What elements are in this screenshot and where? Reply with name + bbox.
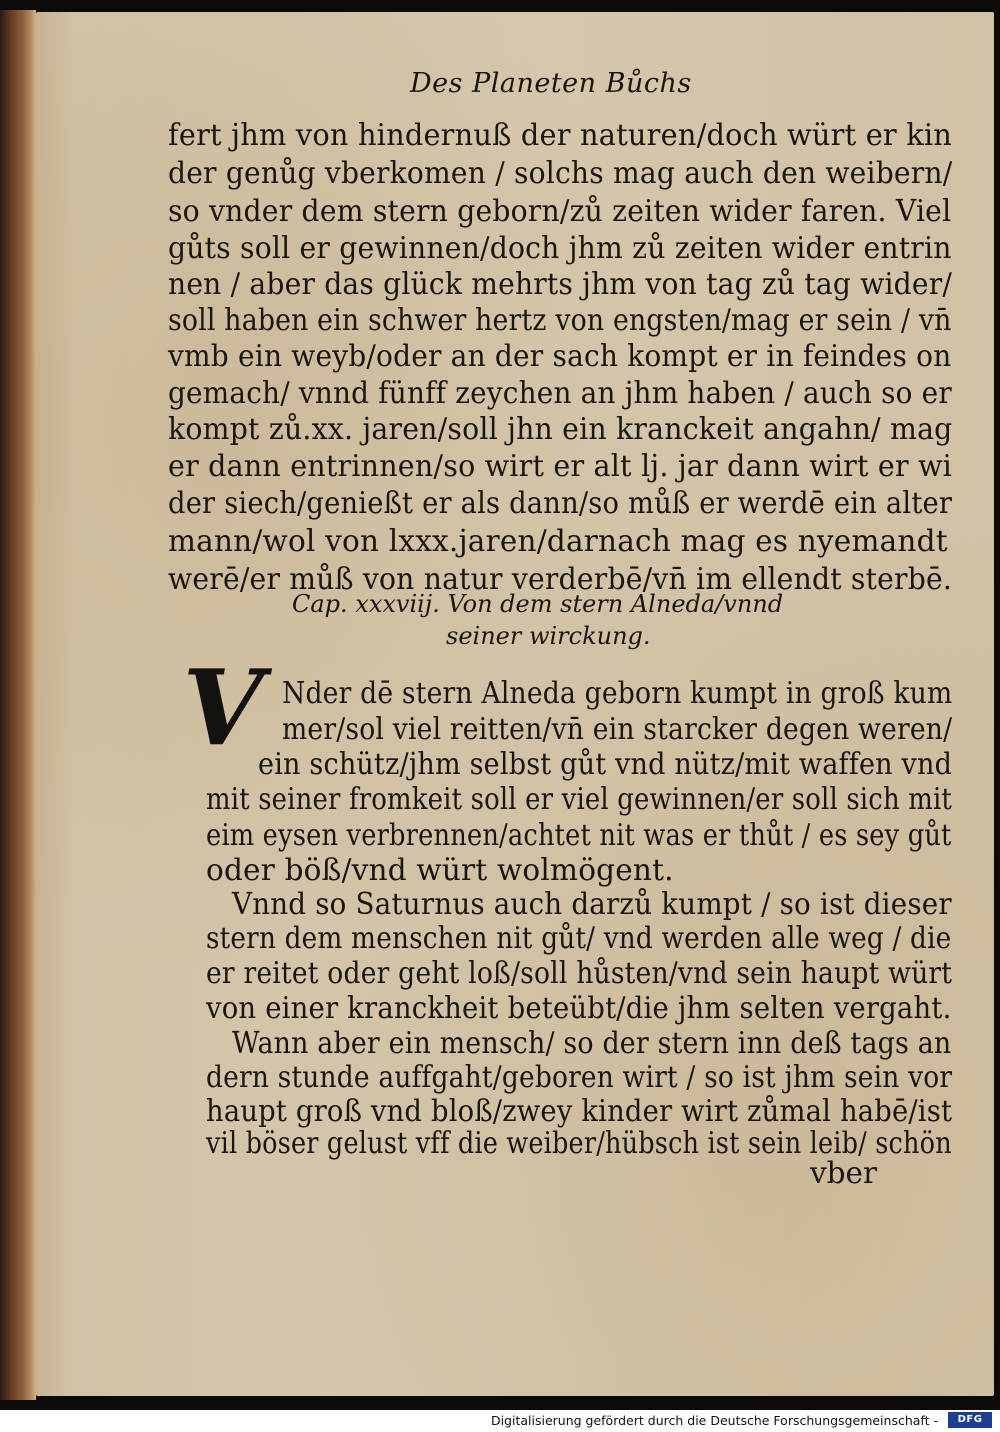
chapter-line: eim eysen verbrennen/achtet nit was er thůt / es sey gůt xyxy=(206,818,952,852)
chapter-line: von einer kranckheit beteübt/die jhm selten vergaht. xyxy=(206,991,952,1025)
running-head: Des Planeten Bůchs xyxy=(410,68,692,99)
chapter-heading-line: seiner wirckung. xyxy=(446,622,651,650)
chapter-line: mer/sol viel reitten/vn̄ ein starcker degen weren/ xyxy=(282,712,953,746)
decorated-initial: V xyxy=(182,646,264,769)
body-line: der siech/genießt er als dann/so můß er werdē ein alter xyxy=(168,486,953,520)
body-line: gemach/ vnnd fünff zeychen an jhm haben / auch so er xyxy=(168,376,952,410)
body-line: der genůg vberkomen / solchs mag auch den weibern/ xyxy=(168,156,953,190)
body-line: kompt zů.xx. jaren/soll jhn ein kranckeit angahn/ mag xyxy=(168,412,953,446)
chapter-line: Wann aber ein mensch/ so der stern inn deß tags an xyxy=(232,1026,952,1060)
chapter-heading-line: Cap. xxxviij. Von dem stern Alneda/vnnd xyxy=(292,590,784,618)
chapter-line: oder böß/vnd würt wolmögent. xyxy=(206,853,674,887)
body-line: soll haben ein schwer hertz von engsten/mag er sein / vn̄ xyxy=(168,303,952,337)
body-line: gůts soll er gewinnen/doch jhm zů zeiten wider entrin xyxy=(168,231,952,265)
dfg-logo-icon: DFG xyxy=(948,1412,992,1428)
chapter-line: er reitet oder geht loß/soll hůsten/vnd sein haupt würt xyxy=(206,956,953,990)
chapter-line: vil böser gelust vff die weiber/hübsch ist sein leib/ schön xyxy=(206,1126,952,1160)
body-line: nen / aber das glück mehrts jhm von tag zů tag wider/ xyxy=(168,267,953,301)
body-line: fert jhm von hindernuß der naturen/doch würt er kin xyxy=(168,118,953,152)
chapter-line: Nder dē stern Alneda geborn kumpt in groß kum xyxy=(282,676,953,710)
body-line: werē/er můß von natur verderbē/vn̄ im ellendt sterbē. xyxy=(168,562,953,596)
chapter-line: mit seiner fromkeit soll er viel gewinnen/er soll sich mit xyxy=(206,782,952,816)
chapter-line: haupt groß vnd bloß/zwey kinder wirt zůmal habē/ist xyxy=(206,1094,953,1128)
body-line: er dann entrinnen/so wirt er alt lj. jar dann wirt er wi xyxy=(168,449,953,483)
body-line: mann/wol von lxxx.jaren/darnach mag es nyemandt xyxy=(168,524,948,558)
chapter-line: dern stunde auffgaht/geboren wirt / so ist jhm sein vor xyxy=(206,1060,953,1094)
chapter-line: ein schütz/jhm selbst gůt vnd nütz/mit waffen vnd xyxy=(258,747,953,781)
body-line: vmb ein weyb/oder an der sach kompt er in feindes on xyxy=(168,339,952,373)
funding-credit: Digitalisierung gefördert durch die Deutsche Forschungsgemeinschaft - xyxy=(490,1413,938,1428)
chapter-line: Vnnd so Saturnus auch darzů kumpt / so ist dieser xyxy=(232,887,952,921)
chapter-line: stern dem menschen nit gůt/ vnd werden alle weg / die xyxy=(206,921,952,955)
catchword: vber xyxy=(810,1156,878,1190)
book-spine xyxy=(0,10,36,1400)
body-line: so vnder dem stern geborn/zů zeiten wider faren. Viel xyxy=(168,194,952,228)
